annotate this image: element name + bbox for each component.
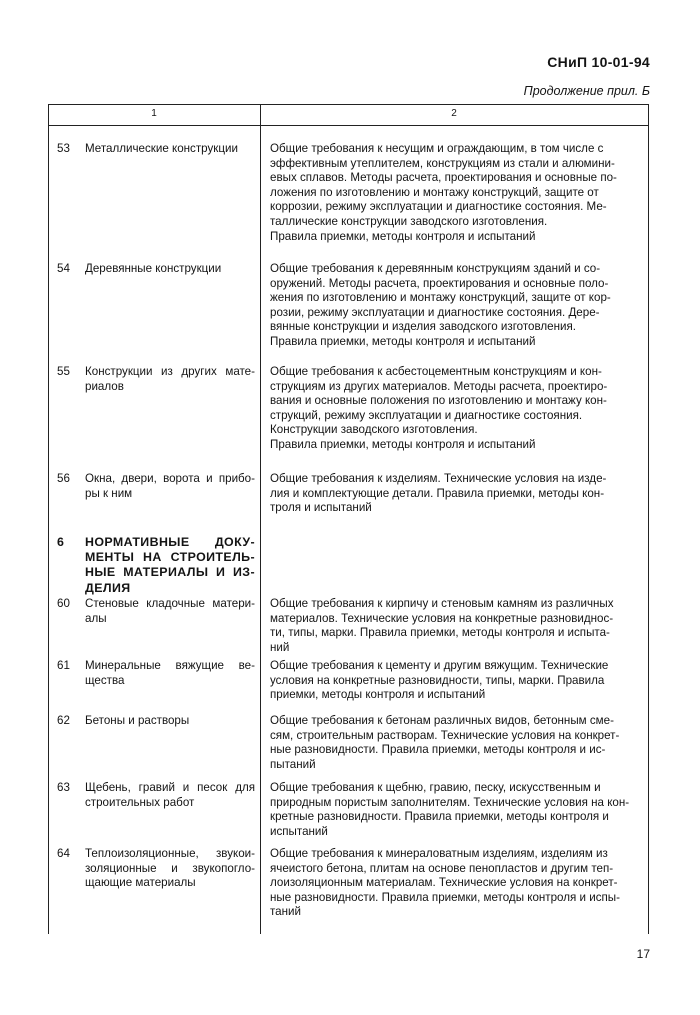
row-description <box>270 142 640 244</box>
row-number: 53 <box>57 142 70 155</box>
row-number: 62 <box>57 714 70 727</box>
row-description <box>270 262 640 350</box>
description-line: Общие требования к несущим и ограждающим, в том числе с <box>270 142 604 155</box>
description-line: эффективным утеплителем, конструкциям из стали и алюмини- <box>270 156 615 170</box>
row-number: 54 <box>57 262 70 275</box>
description-line: струкций, режиму эксплуатации и диагностике состояния. <box>270 408 583 422</box>
row-title: Щебень, гравий и песок для строительных работ <box>85 781 255 809</box>
row-title: Теплоизоляционные, звукои-золяционные и звукопогло-щающие материалы <box>85 847 255 890</box>
table-border-top <box>48 104 649 105</box>
description-line: таллические конструкции заводского изготовления. <box>270 214 548 228</box>
row-title: Конструкции из других мате-риалов <box>85 365 255 393</box>
description-line: троля и испытаний <box>270 501 372 515</box>
description-line: Общие требования к деревянным конструкциям зданий и со- <box>270 262 601 275</box>
row-description <box>270 472 640 516</box>
continuation-label: Продолжение прил. Б <box>523 84 650 98</box>
description-line: жения по изготовлению и монтажу конструкций, защите от кор- <box>270 291 611 305</box>
description-line: Общие требования к минераловатным изделиям, изделиям из <box>270 847 608 860</box>
row-number: 55 <box>57 365 70 378</box>
description-line: материалов. Технические условия на конкретные разновиднос- <box>270 611 614 625</box>
row-number: 61 <box>57 659 70 672</box>
description-line: природным пористым заполнителям. Технические условия на кон- <box>270 795 630 809</box>
description-line: ные разновидности. Правила приемки, методы контроля и ис- <box>270 743 606 757</box>
description-line: условия на конкретные разновидности, типы, марки. Правила <box>270 673 605 687</box>
row-description <box>270 659 640 703</box>
description-line: приемки, методы контроля и испытаний <box>270 688 486 702</box>
description-line: Правила приемки, методы контроля и испытаний <box>270 437 536 451</box>
table-border-right <box>648 104 649 934</box>
row-description <box>270 781 640 839</box>
description-line: лия и комплектующие детали. Правила приемки, методы кон- <box>270 486 605 500</box>
description-line: пытаний <box>270 757 316 771</box>
description-line: ложения по изготовлению и монтажу конструкций, защите от <box>270 185 599 199</box>
document-code: СНиП 10-01-94 <box>547 54 650 70</box>
description-line: Общие требования к бетонам различных видов, бетонным сме- <box>270 714 614 727</box>
row-title: Минеральные вяжущие ве-щества <box>85 659 255 687</box>
description-line: лоизоляционным материалам. Технические условия на конкрет- <box>270 876 618 890</box>
row-number: 56 <box>57 472 70 485</box>
row-description <box>270 847 640 920</box>
description-line: вания и основные положения по изготовлению и монтажу кон- <box>270 394 607 408</box>
page-number: 17 <box>636 947 650 961</box>
description-line: струкциям из других материалов. Методы расчета, проектиро- <box>270 379 608 393</box>
description-line: кретные разновидности. Правила приемки, методы контроля и <box>270 810 609 824</box>
row-title: Деревянные конструкции <box>85 262 222 275</box>
description-line: Общие требования к цементу и другим вяжущим. Технические <box>270 659 609 672</box>
row-title: Стеновые кладочные матери-алы <box>85 597 255 625</box>
standards-table <box>48 104 649 934</box>
column-divider <box>260 104 261 934</box>
description-line: Общие требования к кирпичу и стеновым камням из различных <box>270 597 614 610</box>
description-line: Конструкции заводского изготовления. <box>270 423 478 437</box>
row-number: 63 <box>57 781 70 794</box>
description-line: сям, строительным растворам. Технические условия на конкрет- <box>270 728 620 742</box>
section-number: 6 <box>57 535 64 549</box>
description-line: коррозии, режиму эксплуатации и диагностике состояния. Ме- <box>270 200 607 214</box>
description-line: вянные конструкции и изделия заводского изготовления. <box>270 320 576 334</box>
table-border-left <box>48 104 49 934</box>
row-description <box>270 714 640 772</box>
column-header-2: 2 <box>451 108 457 119</box>
description-line: ти, типы, марки. Правила приемки, методы контроля и испыта- <box>270 626 610 640</box>
description-line: евых сплавов. Методы расчета, проектирования и основные по- <box>270 171 617 185</box>
row-number: 60 <box>57 597 70 610</box>
row-title: Бетоны и растворы <box>85 714 190 727</box>
description-line: таний <box>270 905 301 919</box>
row-description <box>270 597 640 655</box>
description-line: ные разновидности. Правила приемки, методы контроля и испы- <box>270 890 620 904</box>
description-line: Общие требования к щебню, гравию, песку, искусственным и <box>270 781 601 794</box>
description-line: Правила приемки, методы контроля и испытаний <box>270 334 536 348</box>
row-number: 64 <box>57 847 70 860</box>
section-title: НОРМАТИВНЫЕ ДОКУ-МЕНТЫ НА СТРОИТЕЛЬ-НЫЕ МАТЕРИАЛЫ И ИЗ-ДЕЛИЯ <box>85 535 255 595</box>
column-header-1: 1 <box>151 108 157 119</box>
description-line: розии, режиму эксплуатации и диагностике состояния. Дере- <box>270 305 600 319</box>
header-divider <box>48 125 649 126</box>
description-line: ний <box>270 640 290 654</box>
description-line: испытаний <box>270 824 328 838</box>
row-title: Металлические конструкции <box>85 142 238 155</box>
description-line: оружений. Методы расчета, проектирования и основные поло- <box>270 276 609 290</box>
description-line: Общие требования к изделиям. Технические условия на изде- <box>270 472 607 485</box>
description-line: Общие требования к асбестоцементным конструкциям и кон- <box>270 365 602 378</box>
description-line: ячеистого бетона, плитам на основе пенопластов и другим теп- <box>270 861 614 875</box>
row-description <box>270 365 640 453</box>
description-line: Правила приемки, методы контроля и испытаний <box>270 229 536 243</box>
row-title: Окна, двери, ворота и прибо-ры к ним <box>85 472 255 500</box>
